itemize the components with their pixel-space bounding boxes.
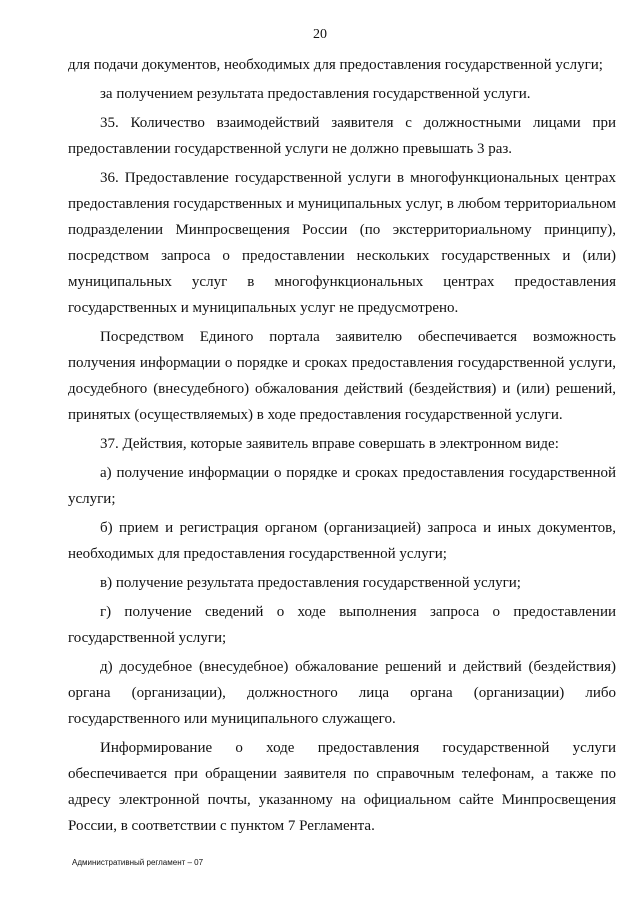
paragraph: за получением результата предоставления государственной услуги. (100, 86, 531, 102)
paragraph: г) получение сведений о ходе выполнения запроса о предоставлении государственной услуги; (68, 604, 616, 646)
paragraph: а) получение информации о порядке и сроках предоставления государственной услуги; (68, 465, 616, 507)
paragraph: 37. Действия, которые заявитель вправе совершать в электронном виде: (100, 436, 559, 452)
paragraph: д) досудебное (внесудебное) обжалование решений и действий (бездействия) органа (организации), должностного лица органа (организации) либо государственного или муниципального служащего. (68, 659, 616, 727)
paragraph: б) прием и регистрация органом (организацией) запроса и иных документов, необходимых для предоставления государственной услуги; (68, 520, 616, 562)
paragraph: Посредством Единого портала заявителю обеспечивается возможность получения информации о порядке и сроках предоставления государственной услуги, досудебного (внесудебного) обжалования действий (бездействия) и (или) решений, принятых (осуществляемых) в ходе предоставления государственной услуги. (68, 329, 616, 423)
paragraph: 35. Количество взаимодействий заявителя с должностными лицами при предоставлении государственной услуги не должно превышать 3 раз. (68, 115, 616, 157)
paragraph: Информирование о ходе предоставления государственной услуги обеспечивается при обращении заявителя по справочным телефонам, а также по адресу электронной почты, указанному на официальном сайте Минпросвещения России, в соответствии с пунктом 7 Регламента. (68, 740, 616, 834)
page-number: 20 (313, 27, 327, 42)
paragraph: в) получение результата предоставления государственной услуги; (100, 575, 521, 591)
paragraph: для подачи документов, необходимых для предоставления государственной услуги; (68, 57, 603, 73)
paragraph: 36. Предоставление государственной услуги в многофункциональных центрах предоставления государственных и муниципальных услуг, в любом территориальном подразделении Минпросвещения России (по экстерриториальному принципу), посредством запроса о предоставлении нескольких государственных и (или) муниципальных услуг в многофункциональных центрах предоставления государственных и муниципальных услуг не предусмотрено. (68, 170, 616, 316)
document-body (68, 52, 616, 839)
footer-label: Административный регламент – 07 (72, 858, 204, 867)
